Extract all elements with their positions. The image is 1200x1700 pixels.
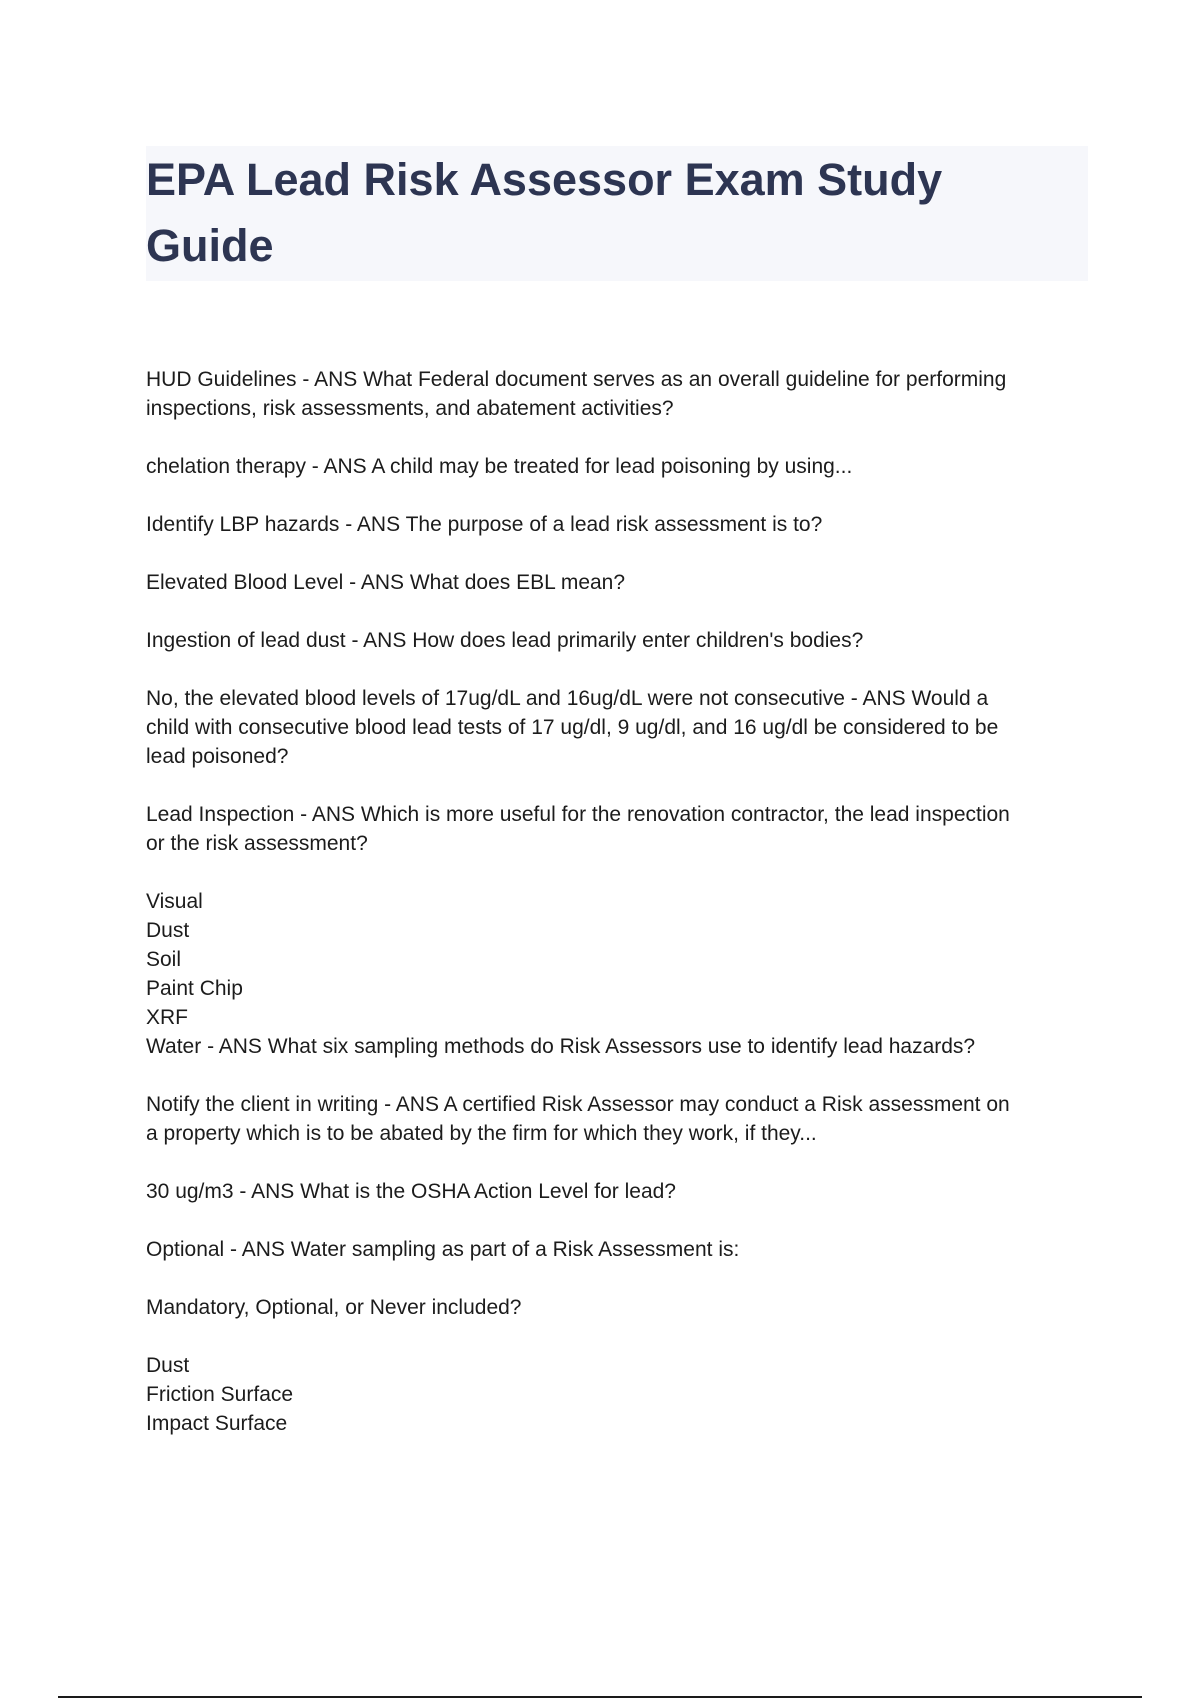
flashcard: Notify the client in writing - ANS A certified Risk Assessor may conduct a Risk assessment on a property which is to be abated by the firm for which they work, if they... bbox=[146, 1093, 1010, 1145]
page-title: EPA Lead Risk Assessor Exam Study Guide bbox=[146, 154, 943, 271]
ans-label: ANS bbox=[360, 571, 405, 594]
card-answer: HUD Guidelines bbox=[146, 368, 297, 391]
card-question: A child may be treated for lead poisoning by using... bbox=[371, 455, 853, 478]
study-guide-content bbox=[146, 365, 1091, 1467]
ans-label: ANS bbox=[311, 803, 355, 826]
ans-label: ANS bbox=[356, 513, 401, 536]
card-question: What six sampling methods do Risk Assessors use to identify lead hazards? bbox=[267, 1035, 976, 1058]
ans-label: ANS bbox=[218, 1035, 262, 1058]
card-question: The purpose of a lead risk assessment is to? bbox=[405, 513, 823, 536]
card-question: Would a child with consecutive blood lead tests of 17 ug/dl, 9 ug/dl, and 16 ug/dl be considered to be lead poisoned? bbox=[146, 687, 999, 768]
card-question: What does EBL mean? bbox=[409, 571, 626, 594]
page-bottom-divider bbox=[58, 1696, 1142, 1698]
flashcard: No, the elevated blood levels of 17ug/dL and 16ug/dL were not consecutive - ANS Would a child with consecutive blood lead tests of 17 ug/dl, 9 ug/dl, and 16 ug/dl be considered to be lead poisoned? bbox=[146, 687, 999, 768]
card-answer: Optional bbox=[146, 1238, 225, 1261]
flashcard: chelation therapy - ANS A child may be treated for lead poisoning by using... bbox=[146, 455, 853, 478]
card-answer: Visual Dust Soil Paint Chip XRF Water bbox=[146, 890, 243, 1058]
card-question: What is the OSHA Action Level for lead? bbox=[300, 1180, 676, 1203]
ans-label: ANS bbox=[363, 629, 407, 652]
card-answer: Ingestion of lead dust bbox=[146, 629, 346, 652]
card-answer: No, the elevated blood levels of 17ug/dL and 16ug/dL were not consecutive bbox=[146, 687, 845, 710]
card-question: A certified Risk Assessor may conduct a Risk assessment on a property which is to be abated by the firm for which they work, if they... bbox=[146, 1093, 1010, 1145]
ans-label: ANS bbox=[323, 455, 367, 478]
flashcard: Visual Dust Soil Paint Chip XRF Water - ANS What six sampling methods do Risk Assessors use to identify lead hazards? bbox=[146, 890, 976, 1058]
card-question: What Federal document serves as an overall guideline for performing inspections, risk assessments, and abatement activities? bbox=[146, 368, 1007, 420]
question-options-paragraph: Mandatory, Optional, or Never included? bbox=[146, 1296, 522, 1319]
ans-label: ANS bbox=[251, 1180, 295, 1203]
card-answer: 30 ug/m3 bbox=[146, 1180, 234, 1203]
card-answer: Lead Inspection bbox=[146, 803, 295, 826]
flashcard: Identify LBP hazards - ANS The purpose of a lead risk assessment is to? bbox=[146, 513, 823, 536]
flashcard: HUD Guidelines - ANS What Federal document serves as an overall guideline for performing inspections, risk assessments, and abatement activities? bbox=[146, 368, 1007, 420]
card-question: How does lead primarily enter children's bodies? bbox=[412, 629, 864, 652]
card-question: Water sampling as part of a Risk Assessment is: bbox=[290, 1238, 740, 1261]
ans-label: ANS bbox=[862, 687, 906, 710]
card-question: Which is more useful for the renovation contractor, the lead inspection or the risk assessment? bbox=[146, 803, 1010, 855]
flashcard: Ingestion of lead dust - ANS How does lead primarily enter children's bodies? bbox=[146, 629, 864, 652]
flashcard: 30 ug/m3 - ANS What is the OSHA Action Level for lead? bbox=[146, 1180, 676, 1203]
title-banner bbox=[146, 146, 1088, 281]
ans-label: ANS bbox=[241, 1238, 285, 1261]
answer-list-paragraph: Dust Friction Surface Impact Surface bbox=[146, 1354, 294, 1435]
flashcard: Elevated Blood Level - ANS What does EBL mean? bbox=[146, 571, 626, 594]
flashcard: Optional - ANS Water sampling as part of a Risk Assessment is: bbox=[146, 1238, 740, 1261]
card-answer: Elevated Blood Level bbox=[146, 571, 344, 594]
flashcard: Lead Inspection - ANS Which is more useful for the renovation contractor, the lead inspection or the risk assessment? bbox=[146, 803, 1010, 855]
card-answer: chelation therapy bbox=[146, 455, 306, 478]
card-answer: Identify LBP hazards bbox=[146, 513, 340, 536]
card-answer: Notify the client in writing bbox=[146, 1093, 379, 1116]
ans-label: ANS bbox=[314, 368, 358, 391]
ans-label: ANS bbox=[395, 1093, 439, 1116]
